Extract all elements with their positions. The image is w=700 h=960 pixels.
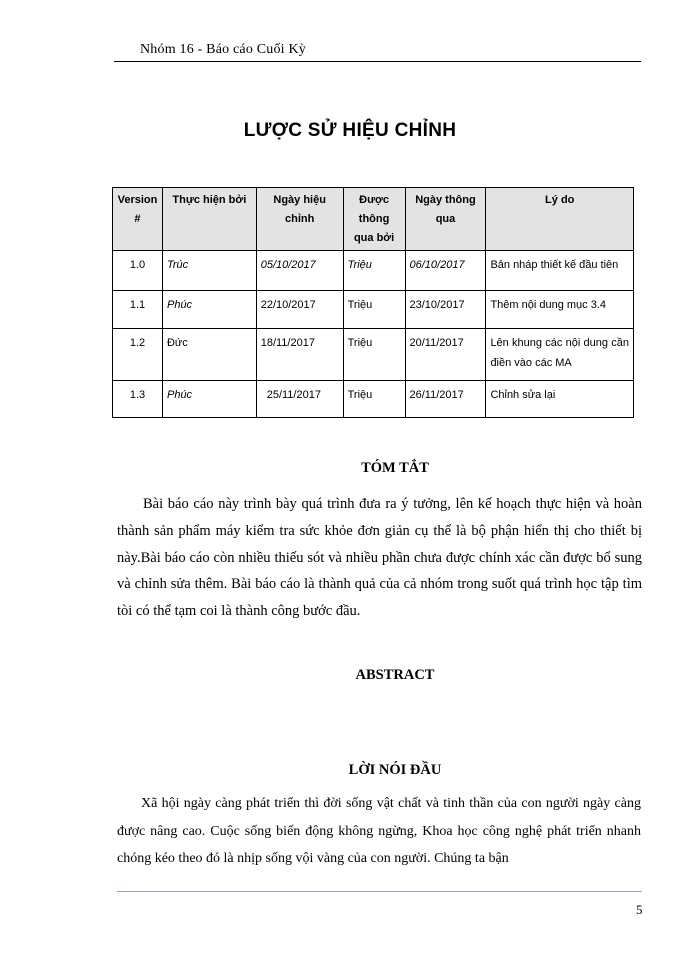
- approved-date-cell: 20/11/2017: [405, 329, 486, 381]
- column-header: Ngày hiệu chỉnh: [256, 188, 343, 251]
- approver-cell: Triệu: [343, 251, 405, 291]
- reason-cell: Thêm nội dung mục 3.4: [486, 291, 634, 329]
- table-row: [113, 251, 634, 291]
- approved-date-cell: 23/10/2017: [405, 291, 486, 329]
- header-text: Nhóm 16 - Báo cáo Cuối Kỳ: [140, 42, 306, 57]
- date-cell: 22/10/2017: [256, 291, 343, 329]
- date-cell: 18/11/2017: [256, 329, 343, 381]
- approved-date-cell: 06/10/2017: [405, 251, 486, 291]
- column-header: Được thông qua bởi: [343, 188, 405, 251]
- reason-cell: Chỉnh sửa lại: [486, 381, 634, 418]
- summary-text: Bài báo cáo này trình bày quá trình đưa ra ý tưởng, lên kế hoạch thực hiện và hoàn thành sản phẩm máy kiểm tra sức khỏe đơn giản cụ thể là bộ phận hiển thị cho thiết bị này.Bài báo cáo còn nhiều thiếu sót và nhiều phần chưa được chính xác cần được bổ sung và chỉnh sửa thêm. Bài báo cáo là thành quả của cả nhóm trong suốt quá trình học tập tìm tòi có thể tạm coi là thành công bước đầu.: [117, 496, 642, 620]
- page-number: 5: [636, 902, 643, 917]
- date-cell: 05/10/2017: [256, 251, 343, 291]
- author-cell: Trúc: [162, 251, 256, 291]
- approved-date-cell: 26/11/2017: [405, 381, 486, 418]
- reason-cell: Lên khung các nội dung cần điền vào các MA: [486, 329, 634, 381]
- version-cell: 1.0: [113, 251, 163, 291]
- reason-cell: Bản nháp thiết kế đầu tiên: [486, 251, 634, 291]
- approver-cell: Triệu: [343, 291, 405, 329]
- table-row: [113, 381, 634, 418]
- summary-heading: TÓM TẮT: [361, 460, 429, 476]
- revision-history-table: [112, 187, 634, 418]
- abstract-heading: ABSTRACT: [355, 667, 435, 683]
- version-cell: 1.2: [113, 329, 163, 381]
- column-header: Thực hiện bởi: [162, 188, 256, 251]
- footer-divider: [117, 891, 642, 892]
- summary-paragraph: [117, 491, 642, 625]
- document-title: LƯỢC SỬ HIỆU CHỈNH: [243, 120, 457, 141]
- table-row: [113, 291, 634, 329]
- version-cell: 1.1: [113, 291, 163, 329]
- preface-paragraph: [117, 790, 641, 873]
- column-header: Ngày thông qua: [405, 188, 486, 251]
- table-row: [113, 329, 634, 381]
- date-cell: 25/11/2017: [256, 381, 343, 418]
- column-header: Lý do: [486, 188, 634, 251]
- author-cell: Đức: [162, 329, 256, 381]
- author-cell: Phúc: [162, 291, 256, 329]
- preface-heading: LỜI NÓI ĐẦU: [348, 762, 442, 778]
- table-header-row: [113, 188, 634, 251]
- preface-text: Xã hội ngày càng phát triển thì đời sống vật chất và tinh thần của con người ngày càng được nâng cao. Cuộc sống biến động không ngừng, Khoa học công nghệ phát triển nhanh chóng kéo theo đó là nhịp sống vội vàng của con người. Chúng ta bận: [117, 796, 641, 866]
- version-cell: 1.3: [113, 381, 163, 418]
- column-header: Version #: [113, 188, 163, 251]
- approver-cell: Triệu: [343, 329, 405, 381]
- author-cell: Phúc: [162, 381, 256, 418]
- approver-cell: Triệu: [343, 381, 405, 418]
- page-header: [114, 40, 641, 62]
